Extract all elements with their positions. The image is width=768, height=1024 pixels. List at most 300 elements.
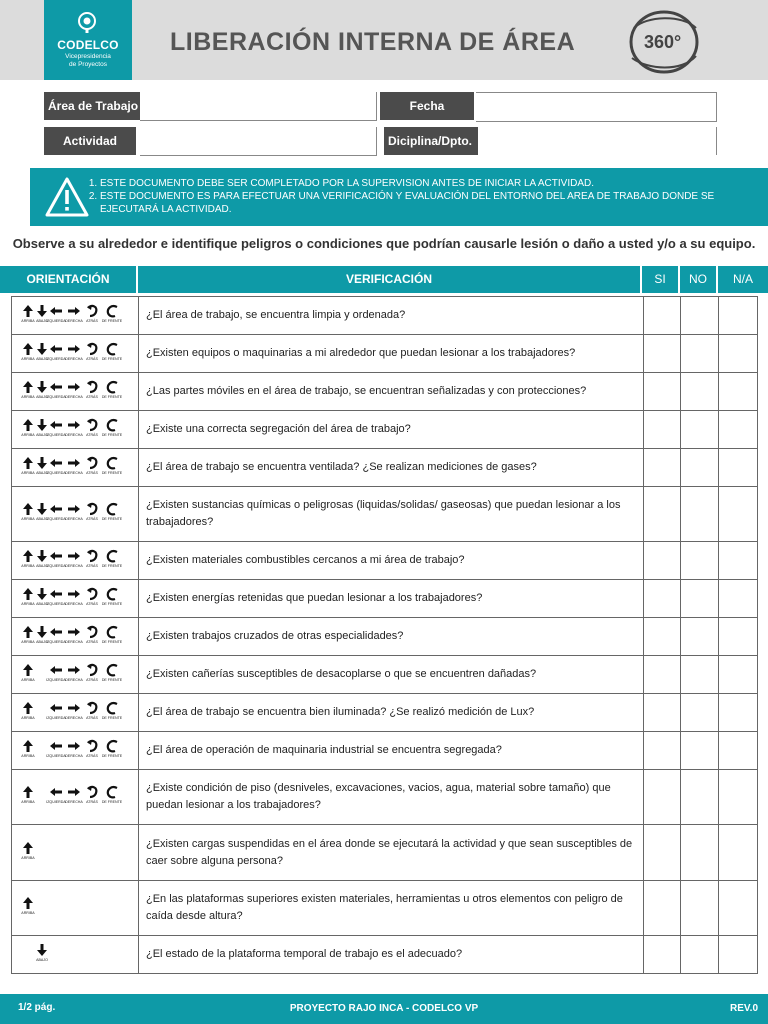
- direction-label: ABAJO: [36, 394, 48, 399]
- direction-label: DE FRENTE: [101, 639, 123, 644]
- arrow-up-icon: [22, 785, 34, 799]
- actividad-field[interactable]: [140, 127, 377, 156]
- arrow-down-icon: [36, 549, 48, 563]
- table-row: [11, 541, 758, 579]
- si-checkbox[interactable]: [643, 694, 681, 731]
- table-row: [11, 880, 758, 935]
- no-checkbox[interactable]: [680, 694, 718, 731]
- arrow-up-icon: [22, 418, 34, 432]
- direction-front: [101, 502, 123, 526]
- no-checkbox[interactable]: [680, 770, 718, 824]
- table-row: [11, 410, 758, 448]
- fecha-label: Fecha: [380, 92, 474, 120]
- direction-back: [84, 625, 100, 649]
- question-text: ¿En las plataformas superiores existen materiales, herramientas u otros elementos con peligro de caída desde altura?: [146, 893, 623, 922]
- direction-up: [20, 701, 36, 725]
- direction-label: DE FRENTE: [101, 715, 123, 720]
- no-checkbox[interactable]: [680, 881, 718, 935]
- disciplina-field[interactable]: [476, 127, 717, 155]
- arrow-back-icon: [86, 739, 98, 753]
- no-checkbox[interactable]: [680, 487, 718, 541]
- si-checkbox[interactable]: [643, 580, 681, 617]
- orientation-cell: [12, 770, 139, 824]
- warning-item: 2. ESTE DOCUMENTO ES PARA EFECTUAR UNA VERIFICACIÓN Y EVALUACIÓN DEL ENTORNO DEL AREA DE TRABAJO DONDE SE EJECUTARÁ LA ACTIVIDAD.: [100, 190, 736, 216]
- direction-label: ATRÁS: [86, 677, 98, 682]
- direction-left: [48, 785, 64, 809]
- orientation-cell: [12, 881, 139, 935]
- direction-label: DERECHA: [65, 394, 83, 399]
- question-text: ¿El área de operación de maquinaria industrial se encuentra segregada?: [146, 744, 502, 756]
- direction-label: DE FRENTE: [101, 601, 123, 606]
- fecha-field[interactable]: [476, 92, 717, 122]
- direction-label: IZQUIERDA: [46, 517, 66, 521]
- question-text: ¿Existe condición de piso (desniveles, excavaciones, vacios, agua, material sobre tamaño) que puedan lesionar a los trabajadores?: [146, 782, 611, 811]
- direction-label: ABAJO: [36, 432, 48, 437]
- direction-label: ATRÁS: [86, 563, 98, 568]
- arrow-right-icon: [68, 456, 80, 470]
- codelco-logo: [44, 0, 132, 80]
- no-checkbox[interactable]: [680, 411, 718, 448]
- arrow-front-icon: [106, 380, 118, 394]
- no-checkbox[interactable]: [680, 297, 718, 334]
- no-checkbox[interactable]: [680, 732, 718, 769]
- arrow-right-icon: [68, 549, 80, 563]
- arrow-down-icon: [36, 502, 48, 516]
- arrow-left-icon: [50, 502, 62, 516]
- direction-back: [84, 380, 100, 404]
- direction-label: ARRIBA: [21, 432, 35, 437]
- direction-label: IZQUIERDA: [46, 677, 66, 682]
- direction-label: ARRIBA: [21, 639, 35, 644]
- na-checkbox[interactable]: [718, 335, 756, 372]
- na-checkbox[interactable]: [718, 825, 756, 880]
- arrow-back-icon: [86, 549, 98, 563]
- direction-back: [84, 342, 100, 366]
- no-checkbox[interactable]: [680, 656, 718, 693]
- question-text: ¿Las partes móviles en el área de trabajo, se encuentran señalizadas y con protecciones?: [146, 385, 587, 397]
- direction-label: DE FRENTE: [101, 356, 123, 361]
- arrow-back-icon: [86, 785, 98, 799]
- direction-label: ATRÁS: [86, 432, 98, 437]
- question-text: ¿Existen sustancias químicas o peligrosas (liquidas/solidas/ gaseosas) que puedan lesionar a los trabajadores?: [146, 499, 621, 528]
- table-row: [11, 372, 758, 410]
- si-checkbox[interactable]: [643, 297, 681, 334]
- arrow-up-icon: [22, 625, 34, 639]
- orientation-cell: [12, 580, 139, 617]
- direction-right: [66, 342, 82, 366]
- arrow-left-icon: [50, 380, 62, 394]
- arrow-back-icon: [86, 304, 98, 318]
- header-verification: VERIFICACIÓN: [138, 266, 641, 293]
- direction-front: [101, 304, 123, 328]
- arrow-front-icon: [106, 304, 118, 318]
- orientation-cell: [12, 694, 139, 731]
- direction-label: DERECHA: [65, 800, 83, 804]
- page-header: [0, 0, 768, 80]
- direction-label: ARRIBA: [21, 563, 35, 568]
- table-row: [11, 769, 758, 824]
- direction-label: ATRÁS: [86, 470, 98, 475]
- direction-left: [48, 502, 64, 526]
- table-row: [11, 824, 758, 880]
- direction-right: [66, 502, 82, 526]
- na-checkbox[interactable]: [718, 542, 756, 579]
- no-checkbox[interactable]: [680, 373, 718, 410]
- direction-label: ABAJO: [36, 356, 48, 361]
- direction-label: DERECHA: [65, 753, 83, 758]
- orientation-cell: [12, 487, 139, 541]
- orientation-cell: [12, 542, 139, 579]
- arrow-right-icon: [68, 418, 80, 432]
- arrow-up-icon: [22, 739, 34, 753]
- arrow-front-icon: [106, 625, 118, 639]
- direction-label: DERECHA: [65, 639, 83, 644]
- arrow-left-icon: [50, 739, 62, 753]
- direction-front: [101, 418, 123, 442]
- arrow-up-icon: [22, 841, 34, 855]
- table-row: [11, 693, 758, 731]
- table-row: [11, 617, 758, 655]
- no-checkbox[interactable]: [680, 825, 718, 880]
- arrow-right-icon: [68, 304, 80, 318]
- direction-label: ARRIBA: [21, 677, 35, 682]
- si-checkbox[interactable]: [643, 411, 681, 448]
- table-row: [11, 731, 758, 769]
- direction-up: [20, 841, 36, 865]
- arrow-right-icon: [68, 701, 80, 715]
- direction-label: ATRÁS: [86, 517, 98, 521]
- direction-label: DERECHA: [65, 715, 83, 720]
- question-text: ¿El área de trabajo, se encuentra limpia y ordenada?: [146, 309, 406, 321]
- direction-front: [101, 587, 123, 611]
- direction-right: [66, 456, 82, 480]
- arrow-down-icon: [36, 304, 48, 318]
- direction-left: [48, 380, 64, 404]
- direction-label: DE FRENTE: [101, 318, 123, 323]
- arrow-up-icon: [22, 380, 34, 394]
- direction-label: ATRÁS: [86, 601, 98, 606]
- direction-label: DERECHA: [65, 470, 83, 475]
- si-checkbox[interactable]: [643, 335, 681, 372]
- direction-front: [101, 549, 123, 573]
- question-text: ¿Existen cañerías susceptibles de desacoplarse o que se encuentren dañadas?: [146, 668, 537, 680]
- direction-left: [48, 304, 64, 328]
- arrow-down-icon: [36, 418, 48, 432]
- na-checkbox[interactable]: [718, 770, 756, 824]
- arrow-up-icon: [22, 587, 34, 601]
- si-checkbox[interactable]: [643, 373, 681, 410]
- na-checkbox[interactable]: [718, 936, 756, 973]
- direction-up: [20, 785, 36, 809]
- arrow-left-icon: [50, 587, 62, 601]
- direction-left: [48, 701, 64, 725]
- direction-label: DERECHA: [65, 601, 83, 606]
- direction-label: ARRIBA: [21, 394, 35, 399]
- direction-label: IZQUIERDA: [46, 715, 66, 720]
- direction-label: ARRIBA: [21, 470, 35, 475]
- direction-label: DERECHA: [65, 318, 83, 323]
- arrow-front-icon: [106, 342, 118, 356]
- direction-label: DE FRENTE: [101, 677, 123, 682]
- direction-label: ARRIBA: [21, 855, 35, 860]
- na-checkbox[interactable]: [718, 656, 756, 693]
- direction-label: ATRÁS: [86, 753, 98, 758]
- direction-label: ATRÁS: [86, 394, 98, 399]
- direction-back: [84, 502, 100, 526]
- orientation-cell: [12, 618, 139, 655]
- si-checkbox[interactable]: [643, 770, 681, 824]
- table-row: [11, 448, 758, 486]
- page-number: 1/2 pág.: [18, 1002, 56, 1013]
- direction-front: [101, 625, 123, 649]
- direction-label: ABAJO: [36, 563, 48, 568]
- codelco-logo-icon: [76, 12, 98, 34]
- direction-label: IZQUIERDA: [46, 318, 66, 323]
- arrow-left-icon: [50, 456, 62, 470]
- orientation-cell: [12, 297, 139, 334]
- si-checkbox[interactable]: [643, 825, 681, 880]
- arrow-front-icon: [106, 587, 118, 601]
- arrow-back-icon: [86, 342, 98, 356]
- direction-label: DERECHA: [65, 356, 83, 361]
- arrow-up-icon: [22, 304, 34, 318]
- na-checkbox[interactable]: [718, 487, 756, 541]
- actividad-label: Actividad: [44, 127, 136, 155]
- direction-front: [101, 785, 123, 809]
- orientation-cell: [12, 656, 139, 693]
- direction-label: DE FRENTE: [101, 800, 123, 804]
- orientation-cell: [12, 449, 139, 486]
- arrow-down-icon: [36, 587, 48, 601]
- arrow-left-icon: [50, 625, 62, 639]
- direction-label: ARRIBA: [21, 318, 35, 323]
- si-checkbox[interactable]: [643, 542, 681, 579]
- project-name: PROYECTO RAJO INCA - CODELCO VP: [289, 1003, 479, 1014]
- direction-front: [101, 663, 123, 687]
- direction-label: DERECHA: [65, 517, 83, 521]
- badge-360-text: 360°: [644, 32, 682, 52]
- arrow-right-icon: [68, 502, 80, 516]
- direction-back: [84, 701, 100, 725]
- si-checkbox[interactable]: [643, 487, 681, 541]
- direction-label: ARRIBA: [21, 517, 35, 521]
- arrow-front-icon: [106, 456, 118, 470]
- direction-right: [66, 418, 82, 442]
- direction-label: DE FRENTE: [101, 394, 123, 399]
- arrow-up-icon: [22, 663, 34, 677]
- instruction-text: Observe a su alrededor e identifique peligros o condiciones que podrían causarle lesión o daño a usted y/o a su equipo.: [12, 236, 756, 251]
- direction-left: [48, 663, 64, 687]
- direction-right: [66, 701, 82, 725]
- arrow-front-icon: [106, 701, 118, 715]
- na-checkbox[interactable]: [718, 881, 756, 935]
- arrow-down-icon: [36, 342, 48, 356]
- na-checkbox[interactable]: [718, 580, 756, 617]
- arrow-up-icon: [22, 896, 34, 910]
- direction-label: ABAJO: [36, 318, 48, 323]
- arrow-back-icon: [86, 625, 98, 639]
- direction-right: [66, 549, 82, 573]
- na-checkbox[interactable]: [718, 373, 756, 410]
- direction-back: [84, 418, 100, 442]
- direction-label: DE FRENTE: [101, 517, 123, 521]
- direction-label: IZQUIERDA: [46, 601, 66, 606]
- question-text: ¿Existe una correcta segregación del área de trabajo?: [146, 423, 411, 435]
- direction-label: ABAJO: [36, 470, 48, 475]
- disciplina-label: Diciplina/Dpto.: [384, 127, 478, 155]
- direction-right: [66, 739, 82, 763]
- direction-label: IZQUIERDA: [46, 563, 66, 568]
- warning-list: [84, 177, 736, 216]
- logo-subtitle-line1: Vicepresidencia: [65, 53, 111, 60]
- arrow-back-icon: [86, 418, 98, 432]
- direction-label: IZQUIERDA: [46, 356, 66, 361]
- direction-label: ATRÁS: [86, 715, 98, 720]
- direction-label: DE FRENTE: [101, 753, 123, 758]
- header-si: SI: [642, 266, 679, 293]
- direction-front: [101, 342, 123, 366]
- direction-right: [66, 587, 82, 611]
- direction-label: IZQUIERDA: [46, 432, 66, 437]
- no-checkbox[interactable]: [680, 335, 718, 372]
- direction-right: [66, 663, 82, 687]
- direction-label: DE FRENTE: [101, 470, 123, 475]
- page-title: LIBERACIÓN INTERNA DE ÁREA: [170, 28, 576, 56]
- arrow-back-icon: [86, 380, 98, 394]
- logo-subtitle-line2: de Proyectos: [69, 61, 107, 68]
- arrow-left-icon: [50, 785, 62, 799]
- arrow-down-icon: [36, 380, 48, 394]
- arrow-up-icon: [22, 456, 34, 470]
- orientation-cell: [12, 732, 139, 769]
- checklist-table: [11, 296, 758, 974]
- na-checkbox[interactable]: [718, 449, 756, 486]
- si-checkbox[interactable]: [643, 618, 681, 655]
- arrow-back-icon: [86, 663, 98, 677]
- question-text: ¿Existen equipos o maquinarias a mi alrededor que puedan lesionar a los trabajadores?: [146, 347, 576, 359]
- direction-front: [101, 456, 123, 480]
- na-checkbox[interactable]: [718, 618, 756, 655]
- orientation-cell: [12, 335, 139, 372]
- arrow-back-icon: [86, 456, 98, 470]
- revision: REV.0: [730, 1003, 758, 1014]
- direction-back: [84, 663, 100, 687]
- na-checkbox[interactable]: [718, 411, 756, 448]
- table-row: [11, 334, 758, 372]
- arrow-up-icon: [22, 502, 34, 516]
- na-checkbox[interactable]: [718, 694, 756, 731]
- direction-back: [84, 549, 100, 573]
- si-checkbox[interactable]: [643, 656, 681, 693]
- direction-label: ATRÁS: [86, 356, 98, 361]
- table-row: [11, 935, 758, 974]
- direction-left: [48, 456, 64, 480]
- arrow-left-icon: [50, 304, 62, 318]
- orientation-cell: [12, 373, 139, 410]
- na-checkbox[interactable]: [718, 297, 756, 334]
- direction-label: ATRÁS: [86, 318, 98, 323]
- arrow-right-icon: [68, 380, 80, 394]
- table-row: [11, 655, 758, 693]
- direction-label: ABAJO: [36, 957, 48, 962]
- direction-label: ARRIBA: [21, 753, 35, 758]
- area-field[interactable]: [140, 92, 377, 121]
- direction-front: [101, 380, 123, 404]
- direction-label: ABAJO: [36, 601, 48, 606]
- arrow-left-icon: [50, 701, 62, 715]
- direction-front: [101, 701, 123, 725]
- direction-up: [20, 896, 36, 920]
- na-checkbox[interactable]: [718, 732, 756, 769]
- direction-front: [101, 739, 123, 763]
- question-text: ¿El área de trabajo se encuentra bien iluminada? ¿Se realizó medición de Lux?: [146, 706, 535, 718]
- direction-label: ARRIBA: [21, 800, 35, 804]
- logo-subtitle: [44, 53, 132, 69]
- orientation-cell: [12, 825, 139, 880]
- direction-label: IZQUIERDA: [46, 394, 66, 399]
- si-checkbox[interactable]: [643, 732, 681, 769]
- direction-label: ARRIBA: [21, 356, 35, 361]
- direction-back: [84, 304, 100, 328]
- no-checkbox[interactable]: [680, 580, 718, 617]
- table-row: [11, 296, 758, 334]
- direction-label: DE FRENTE: [101, 563, 123, 568]
- arrow-right-icon: [68, 785, 80, 799]
- arrow-back-icon: [86, 701, 98, 715]
- question-text: ¿Existen trabajos cruzados de otras especialidades?: [146, 630, 404, 642]
- direction-right: [66, 785, 82, 809]
- question-text: ¿Existen energías retenidas que puedan lesionar a los trabajadores?: [146, 592, 483, 604]
- arrow-right-icon: [68, 342, 80, 356]
- direction-back: [84, 785, 100, 809]
- arrow-down-icon: [36, 456, 48, 470]
- direction-left: [48, 418, 64, 442]
- logo-brand: CODELCO: [57, 38, 119, 52]
- direction-right: [66, 380, 82, 404]
- direction-back: [84, 739, 100, 763]
- arrow-right-icon: [68, 625, 80, 639]
- direction-left: [48, 342, 64, 366]
- no-checkbox[interactable]: [680, 936, 718, 973]
- no-checkbox[interactable]: [680, 618, 718, 655]
- direction-label: IZQUIERDA: [46, 800, 66, 804]
- direction-back: [84, 587, 100, 611]
- arrow-right-icon: [68, 663, 80, 677]
- direction-label: DERECHA: [65, 677, 83, 682]
- si-checkbox[interactable]: [643, 881, 681, 935]
- si-checkbox[interactable]: [643, 936, 681, 973]
- arrow-right-icon: [68, 739, 80, 753]
- arrow-left-icon: [50, 663, 62, 677]
- arrow-up-icon: [22, 701, 34, 715]
- direction-label: ATRÁS: [86, 639, 98, 644]
- no-checkbox[interactable]: [680, 449, 718, 486]
- arrow-left-icon: [50, 549, 62, 563]
- no-checkbox[interactable]: [680, 542, 718, 579]
- si-checkbox[interactable]: [643, 449, 681, 486]
- direction-label: ABAJO: [36, 517, 48, 521]
- direction-label: IZQUIERDA: [46, 639, 66, 644]
- header-no: NO: [680, 266, 717, 293]
- arrow-back-icon: [86, 587, 98, 601]
- orientation-cell: [12, 411, 139, 448]
- arrow-up-icon: [22, 342, 34, 356]
- direction-label: ATRÁS: [86, 800, 98, 804]
- warning-item: 1. ESTE DOCUMENTO DEBE SER COMPLETADO POR LA SUPERVISION ANTES DE INICIAR LA ACTIVIDAD.: [100, 177, 736, 190]
- table-row: [11, 486, 758, 541]
- direction-right: [66, 304, 82, 328]
- question-text: ¿El área de trabajo se encuentra ventilada? ¿Se realizan mediciones de gases?: [146, 461, 537, 473]
